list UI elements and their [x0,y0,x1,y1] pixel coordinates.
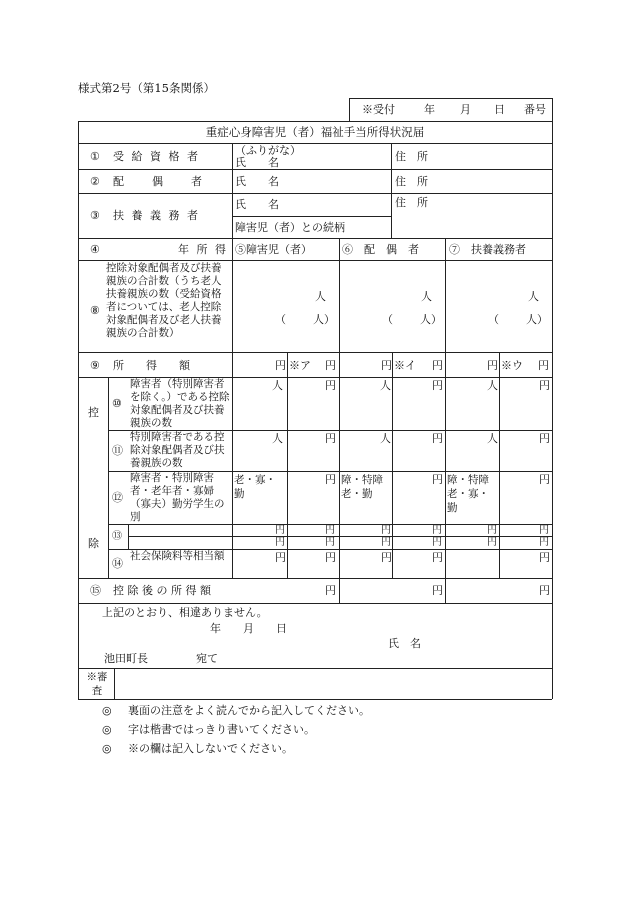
row13a-col5-yen: 円 [275,525,285,536]
row9-col6-yen: 円 [381,359,392,372]
row13b-col5-yen: 円 [275,537,285,548]
row12-col6b-yen: 円 [432,473,443,486]
receipt-year: 年 [424,103,435,116]
form-id: 様式第2号（第15条関係） [78,81,215,95]
row9-mark-a: ※ア [289,359,311,372]
row8-col7-paren-close: 人） [526,313,548,326]
row1-address-label: 住 所 [395,150,428,163]
row13a-col7-yen: 円 [487,525,497,536]
row13a-col5b-yen: 円 [325,525,335,536]
row15-col7-yen: 円 [539,584,550,597]
note-text-2: 字は楷書ではっきり書いてください。 [128,723,315,736]
row11-col7-person: 人 [487,432,498,445]
row8-col6-paren-close: 人） [420,313,442,326]
declaration-name-label: 氏 名 [388,637,421,650]
note-mark-1: ◎ [102,704,112,717]
row3-number: ③ [90,209,100,222]
row9-col5b-yen: 円 [325,359,336,372]
row8-col5-person: 人 [315,290,326,303]
row13b-col6b-yen: 円 [432,537,442,548]
note-mark-3: ◎ [102,742,112,755]
row8-col5-paren-close: 人） [313,313,335,326]
row2-address-label: 住 所 [395,175,428,188]
row10-col6b-yen: 円 [432,379,443,392]
row8-col7-person: 人 [528,290,539,303]
row14-col7b-yen: 円 [539,551,550,564]
row12-label: 障害者・特別障害者・老年者・寡婦（寡夫）勤労学生の別 [130,472,225,523]
row15-col6-yen: 円 [432,584,443,597]
receipt-number: 番号 [524,103,546,116]
row12-col6-category: 障・特障老・勤 [341,474,383,500]
row9-col7b-yen: 円 [538,359,549,372]
row1-name-label: 氏 名 [235,156,279,169]
row11-col5-person: 人 [272,432,283,445]
row13b-col7-yen: 円 [487,537,497,548]
row13b-col6-yen: 円 [381,537,391,548]
row13b-col7b-yen: 円 [539,537,549,548]
receipt-day: 日 [494,103,505,116]
row13-number: ⑬ [112,531,122,542]
col5-header: ⑤障害児（者） [235,243,312,256]
row10-col7-person: 人 [487,379,498,392]
row1-label: 受 給 資 格 者 [113,150,200,163]
row12-col5-category: 老・寡・勤 [234,474,276,500]
row8-col6-paren-open: （ [382,313,393,326]
row11-col6-person: 人 [380,432,391,445]
row9-label: 所 得 額 [113,359,190,372]
addressee: 池田町長 [104,652,148,665]
row13b-col5b-yen: 円 [325,537,335,548]
row2-number: ② [90,175,100,188]
row14-label: 社会保険料等相当額 [130,550,225,562]
row13a-col6b-yen: 円 [432,525,442,536]
row10-col7b-yen: 円 [539,379,550,392]
row12-col7b-yen: 円 [539,473,550,486]
row9-mark-i: ※イ [394,359,416,372]
note-text-1: 裏面の注意をよく読んでから記入してください。 [128,704,370,717]
row13a-col7b-yen: 円 [539,525,549,536]
row2-label: 配 偶 者 [113,175,204,188]
row1-number: ① [90,150,100,163]
declaration-text: 上記のとおり、相違ありません。 [102,606,268,619]
row8-number: ⑧ [90,304,100,317]
row14-col5-yen: 円 [275,551,286,564]
row11-number: ⑪ [112,444,123,457]
row3-relation-label: 障害児（者）との続柄 [235,221,345,234]
col7-header: ⑦ 扶養義務者 [449,243,526,256]
row1-furigana: （ふりがな） [235,144,301,157]
form-title: 重症心身障害児（者）福祉手当所得状況届 [205,125,425,139]
row15-label: 控 除 後 の 所 得 額 [113,584,211,597]
deduction-label-top: 控 [88,406,99,419]
row8-col5-paren-open: （ [275,313,286,326]
row10-label: 障害者（特別障害者を除く。）である控除対象配偶者及び扶養親族の数 [130,378,230,429]
row14-col6b-yen: 円 [432,551,443,564]
row8-col6-person: 人 [421,290,432,303]
row13a-col6-yen: 円 [381,525,391,536]
row10-col5b-yen: 円 [325,379,336,392]
row11-col6b-yen: 円 [432,432,443,445]
receipt-label: ※受付 [362,103,395,116]
col6-header: ⑥ 配 偶 者 [342,243,419,256]
row12-col7-category: 障・特障老・寡・勤 [447,474,489,514]
row14-col6-yen: 円 [381,551,392,564]
note-mark-2: ◎ [102,723,112,736]
row12-number: ⑫ [112,491,123,504]
row8-label: 控除対象配偶者及び扶養親族の合計数（うち老人扶養親族の数（受給資格者については、老人控除対象配偶者及び老人扶養親族の合計数） [106,262,222,339]
row9-col5-yen: 円 [275,359,286,372]
row10-col6-person: 人 [380,379,391,392]
row9-col7-yen: 円 [487,359,498,372]
row11-col5b-yen: 円 [325,432,336,445]
row9-mark-u: ※ウ [501,359,523,372]
row3-address-label: 住 所 [395,196,428,209]
deduction-label-bottom: 除 [88,537,99,550]
row9-col6b-yen: 円 [432,359,443,372]
row14-number: ⑭ [112,557,123,570]
row15-col5-yen: 円 [325,584,336,597]
row11-col7b-yen: 円 [539,432,550,445]
receipt-month: 月 [460,103,471,116]
row2-name-label: 氏 名 [235,175,279,188]
row4-number: ④ [90,243,100,256]
row4-label: 年 所 得 [178,243,228,256]
row3-label: 扶 養 義 務 者 [113,209,200,222]
row10-col5-person: 人 [272,379,283,392]
row11-label: 特別障害者である控除対象配偶者及び扶養親族の数 [130,431,225,469]
row14-col5b-yen: 円 [325,551,336,564]
row12-col5b-yen: 円 [325,473,336,486]
note-text-3: ※の欄は記入しないでください。 [128,742,293,755]
row9-number: ⑨ [90,359,100,372]
addressee-suffix: 宛て [196,652,218,665]
declaration-date: 年 月 日 [210,622,287,635]
review-label: ※審査 [86,671,108,697]
row10-number: ⑩ [112,397,122,410]
row15-number: ⑮ [90,584,101,597]
row8-col7-paren-open: （ [488,313,499,326]
row3-name-label: 氏 名 [235,198,279,211]
